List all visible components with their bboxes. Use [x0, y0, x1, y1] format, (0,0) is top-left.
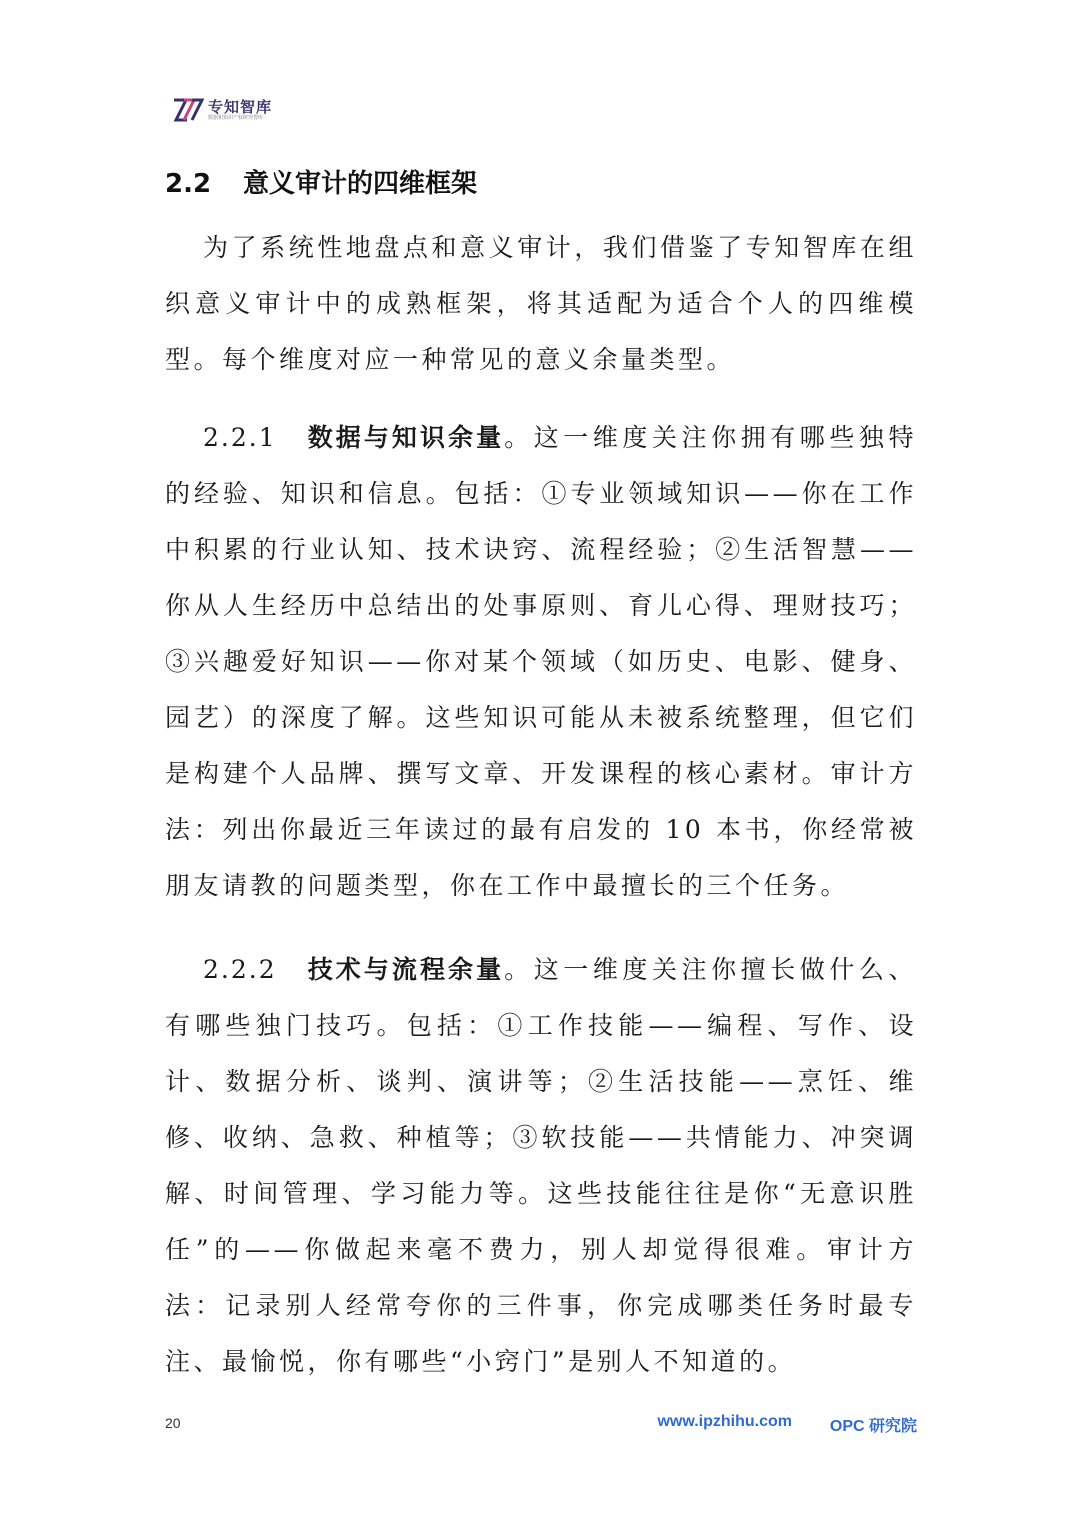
- org-name: OPC 研究院: [829, 1418, 917, 1435]
- subsection-body: 。这一维度关注你拥有哪些独特的经验、知识和信息。包括：①专业领域知识——你在工作中积累的行业认知、技术诀窍、流程经验；②生活智慧——你从人生经历中总结出的处事原则、育儿心得、理财技巧；③兴趣爱好知识——你对某个领域（如历史、电影、健身、园艺）的深度了解。这些知识可能从未被系统整理，但它们是构建个人品牌、撰写文章、开发课程的核心素材。审计方法：列出你最近三年读过的最有启发的 10 本书，你经常被朋友请教的问题类型，你在工作中最擅长的三个任务。: [165, 423, 917, 900]
- subsection-paragraph: [165, 942, 917, 1390]
- section-number: 2.2: [165, 169, 212, 199]
- page-number: 20: [165, 1415, 181, 1431]
- subsection-number: 2.2.2: [203, 955, 277, 984]
- zhizhi-logo-icon: [172, 97, 204, 123]
- logo-name: 专知智库: [208, 97, 273, 116]
- subsection-title: 数据与知识余量: [306, 423, 505, 452]
- brand-logo: [172, 97, 272, 123]
- logo-subtitle: 数据和知识产权研究智库: [208, 114, 264, 121]
- subsection-number: 2.2.1: [203, 423, 277, 452]
- intro-text: 为了系统性地盘点和意义审计，我们借鉴了专知智库在组织意义审计中的成熟框架，将其适配为适合个人的四维模型。每个维度对应一种常见的意义余量类型。: [165, 233, 917, 374]
- subsection-title: 技术与流程余量: [306, 955, 505, 984]
- section-heading: [165, 166, 477, 202]
- subsection-body: 。这一维度关注你擅长做什么、有哪些独门技巧。包括：①工作技能——编程、写作、设计、数据分析、谈判、演讲等；②生活技能——烹饪、维修、收纳、急救、种植等；③软技能——共情能力、冲突调解、时间管理、学习能力等。这些技能往往是你“无意识胜任”的——你做起来毫不费力，别人却觉得很难。审计方法：记录别人经常夸你的三件事，你完成哪类任务时最专注、最愉悦，你有哪些“小窍门”是别人不知道的。: [165, 955, 917, 1376]
- subsection-paragraph: [165, 410, 917, 914]
- page-footer: [165, 1411, 917, 1441]
- intro-paragraph: [165, 220, 917, 388]
- section-title: 意义审计的四维框架: [243, 169, 478, 199]
- website-link[interactable]: www.ipzhihu.com: [657, 1413, 792, 1430]
